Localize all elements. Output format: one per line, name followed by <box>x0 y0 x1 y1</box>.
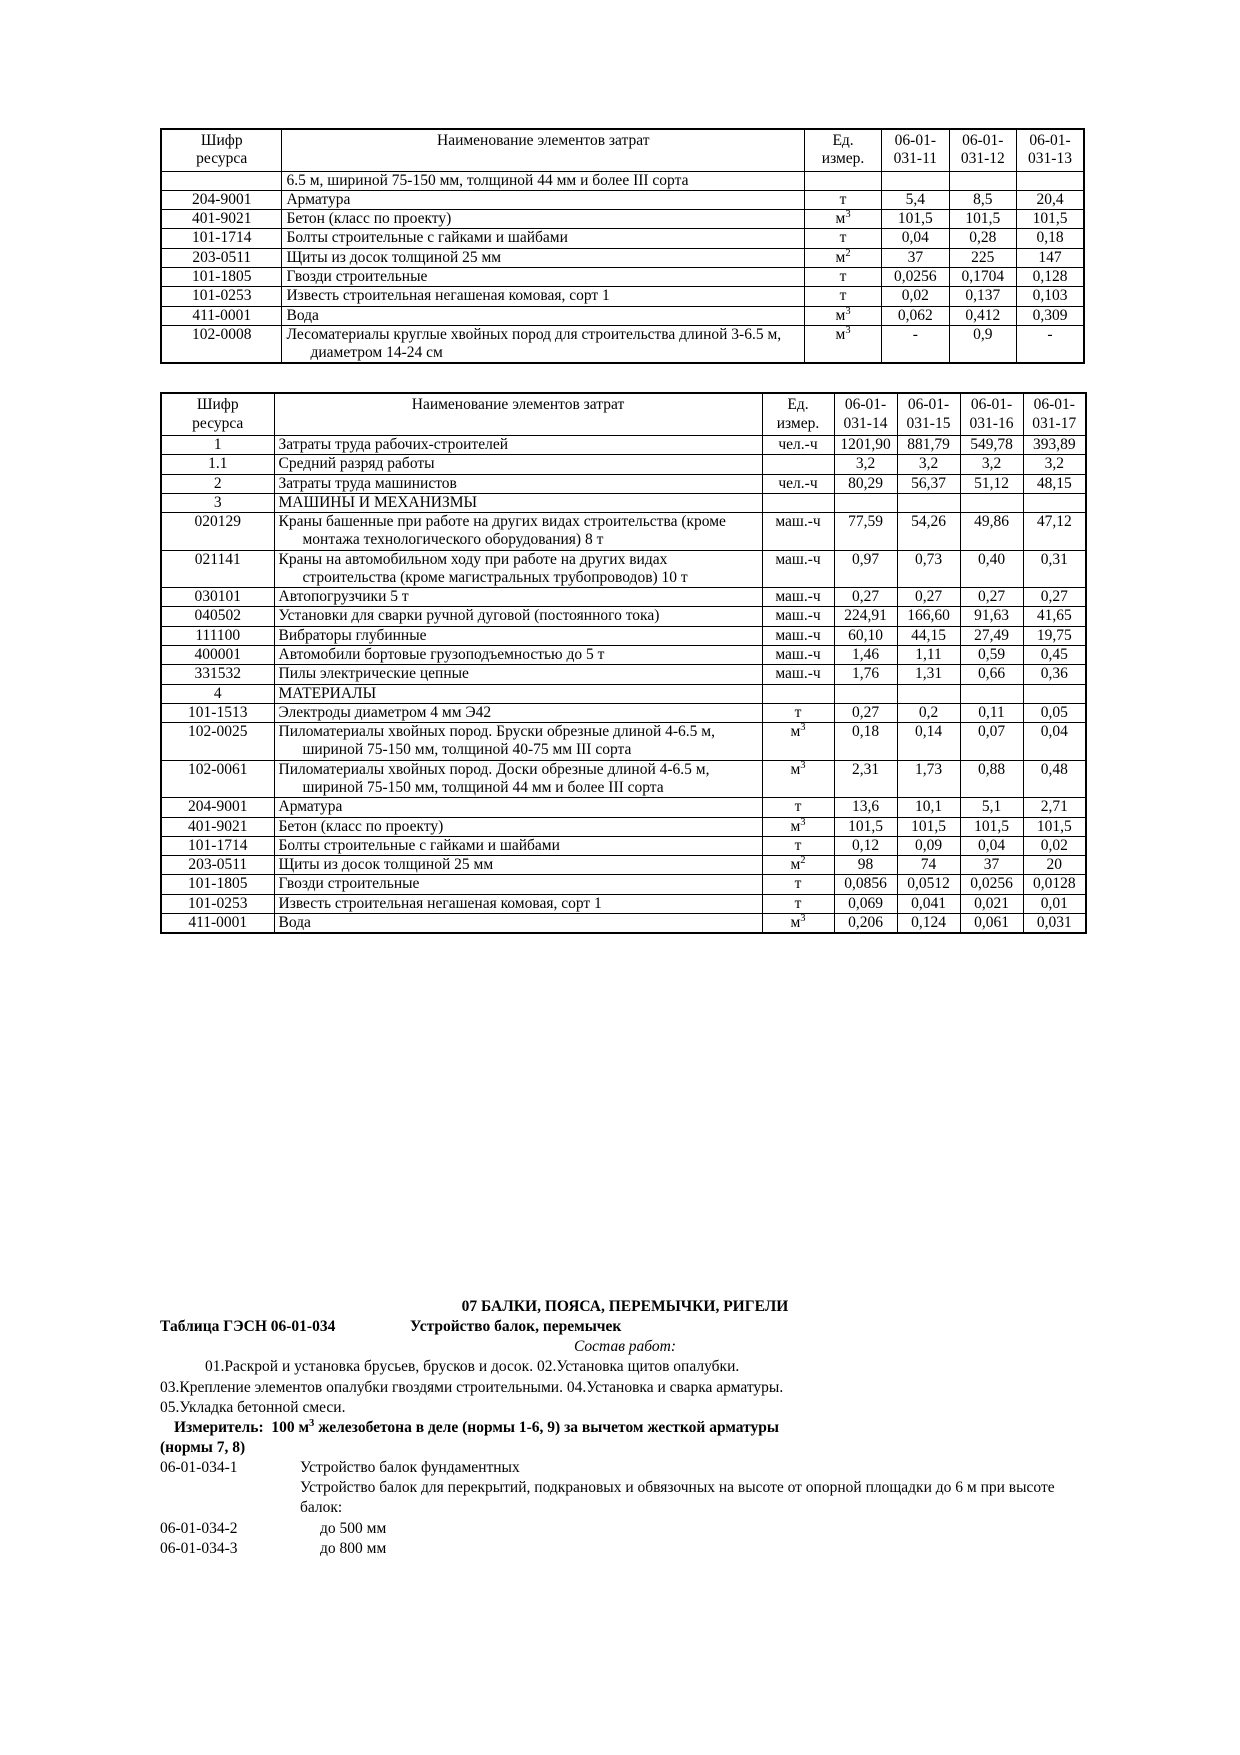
cell-value: 1,31 <box>897 665 960 684</box>
resource-table-1 <box>160 128 1085 364</box>
cell-resource-name: Гвозди строительные <box>282 267 805 286</box>
cell-resource-name: Краны на автомобильном ходу при работе на других видах строительства (кроме магистральных трубопроводов) 10 т <box>274 550 762 588</box>
cell-value <box>882 171 949 190</box>
table-row <box>161 513 1086 551</box>
cell-resource-name: Известь строительная негашеная комовая, сорт 1 <box>282 287 805 306</box>
cell-value: 881,79 <box>897 435 960 454</box>
cell-value: 98 <box>834 856 897 875</box>
resource-table-2 <box>160 392 1087 934</box>
table-label: Таблица ГЭСН 06-01-034 <box>160 1318 336 1336</box>
table-row <box>161 325 1084 363</box>
cell-resource-code: 101-1805 <box>161 267 282 286</box>
th-name-2: Наименование элементов затрат <box>274 393 762 435</box>
cell-value: 549,78 <box>960 435 1023 454</box>
norm-text: Устройство балок для перекрытий, подкрановых и обвязочных на высоте от опорной площадки до 6 м при высоте балок: <box>300 1479 1055 1517</box>
cell-value: 2,71 <box>1023 798 1086 817</box>
th-col-06-01-031-13: 06-01- 031-13 <box>1017 129 1084 171</box>
cell-value: - <box>1017 325 1084 363</box>
cell-value: 37 <box>882 248 949 267</box>
cell-value: 225 <box>949 248 1016 267</box>
table-row <box>161 435 1086 454</box>
cell-resource-name: Бетон (класс по проекту) <box>282 210 805 229</box>
cell-value: - <box>882 325 949 363</box>
cell-resource-name: Вода <box>282 306 805 325</box>
cell-value: 0,48 <box>1023 760 1086 798</box>
norm-row <box>160 1519 1090 1539</box>
table-row <box>161 455 1086 474</box>
cell-resource-name: Вибраторы глубинные <box>274 626 762 645</box>
cell-value: 60,10 <box>834 626 897 645</box>
table-row <box>161 607 1086 626</box>
cell-resource-code: 401-9021 <box>161 210 282 229</box>
cell-unit: т <box>762 703 834 722</box>
cell-unit: $м^3$ <box>805 325 882 363</box>
cell-resource-name: Автопогрузчики 5 т <box>274 588 762 607</box>
cell-value: 0,2 <box>897 703 960 722</box>
cell-value: 0,73 <box>897 550 960 588</box>
norms-list <box>160 1458 1090 1559</box>
cell-unit <box>762 455 834 474</box>
cell-value: 0,137 <box>949 287 1016 306</box>
cell-unit: т <box>762 875 834 894</box>
cell-resource-code: 1 <box>161 435 274 454</box>
cell-value: 0,14 <box>897 723 960 761</box>
cell-resource-name: МАТЕРИАЛЫ <box>274 684 762 703</box>
cell-value <box>949 171 1016 190</box>
cell-value <box>897 684 960 703</box>
table-row <box>161 913 1086 933</box>
cell-resource-code: 2 <box>161 474 274 493</box>
cell-value: 0,97 <box>834 550 897 588</box>
cell-resource-name: Установки для сварки ручной дуговой (постоянного тока) <box>274 607 762 626</box>
table-row <box>161 474 1086 493</box>
cell-value: 0,041 <box>897 894 960 913</box>
cell-value: 3,2 <box>834 455 897 474</box>
table-row <box>161 493 1086 512</box>
cell-resource-name: Затраты труда машинистов <box>274 474 762 493</box>
cell-value <box>834 684 897 703</box>
cell-value: 0,27 <box>834 703 897 722</box>
cell-value: 5,1 <box>960 798 1023 817</box>
cell-resource-code: 411-0001 <box>161 306 282 325</box>
norm-text: до 800 мм <box>320 1539 387 1557</box>
cell-unit: т <box>805 267 882 286</box>
cell-resource-name: 6.5 м, шириной 75-150 мм, толщиной 44 мм и более III сорта <box>282 171 805 190</box>
cell-value: 0,27 <box>897 588 960 607</box>
cell-resource-code: 040502 <box>161 607 274 626</box>
cell-value: 1201,90 <box>834 435 897 454</box>
cell-value <box>960 493 1023 512</box>
cell-value: 48,15 <box>1023 474 1086 493</box>
table-1-body <box>161 171 1084 363</box>
works-line-3: 05.Укладка бетонной смеси. <box>160 1398 346 1416</box>
cell-value: 0,031 <box>1023 913 1086 933</box>
cell-value: 3,2 <box>897 455 960 474</box>
works-line-1: 01.Раскрой и установка брусьев, брусков и досок. 02.Установка щитов опалубки. <box>205 1358 740 1376</box>
cell-value: 0,09 <box>897 836 960 855</box>
cell-unit: т <box>762 798 834 817</box>
cell-value: 44,15 <box>897 626 960 645</box>
cell-value <box>1023 684 1086 703</box>
table-row <box>161 760 1086 798</box>
cell-value: 0,36 <box>1023 665 1086 684</box>
cell-unit: маш.-ч <box>762 607 834 626</box>
table-title: Устройство балок, перемычек <box>410 1318 622 1336</box>
cell-value: 0,02 <box>1023 836 1086 855</box>
cell-value <box>1017 171 1084 190</box>
cell-value: 166,60 <box>897 607 960 626</box>
norm-row <box>160 1478 1090 1518</box>
cell-value: 0,412 <box>949 306 1016 325</box>
cell-resource-code: 102-0008 <box>161 325 282 363</box>
cell-value: 1,73 <box>897 760 960 798</box>
cell-value: 0,18 <box>1017 229 1084 248</box>
table-row <box>161 894 1086 913</box>
cell-value: 77,59 <box>834 513 897 551</box>
table-row <box>161 646 1086 665</box>
cell-value: 0,18 <box>834 723 897 761</box>
cell-resource-code: 101-0253 <box>161 894 274 913</box>
table-row <box>161 306 1084 325</box>
meter-value-a: 100 м <box>271 1418 310 1436</box>
meter-value-b: железобетона в деле (нормы 1-6, 9) за вычетом жесткой арматуры <box>314 1418 780 1436</box>
cell-unit <box>762 684 834 703</box>
norm-code: 06-01-034-1 <box>160 1459 238 1477</box>
cell-unit: чел.-ч <box>762 474 834 493</box>
cell-value: 0,062 <box>882 306 949 325</box>
cell-value: 0,309 <box>1017 306 1084 325</box>
cell-unit <box>805 171 882 190</box>
table-row <box>161 229 1084 248</box>
cell-resource-code: 101-1714 <box>161 229 282 248</box>
table-row <box>161 626 1086 645</box>
cell-resource-name: Краны башенные при работе на других видах строительства (кроме монтажа технологического оборудования) 8 т <box>274 513 762 551</box>
cell-unit: маш.-ч <box>762 646 834 665</box>
cell-resource-code: 111100 <box>161 626 274 645</box>
cell-value <box>897 493 960 512</box>
cell-value: 49,86 <box>960 513 1023 551</box>
cell-unit: маш.-ч <box>762 626 834 645</box>
cell-resource-code: 204-9001 <box>161 190 282 209</box>
cell-unit: $м^3$ <box>762 817 834 836</box>
cell-value: 101,5 <box>1023 817 1086 836</box>
cell-value: 0,0128 <box>1023 875 1086 894</box>
cell-value: 0,12 <box>834 836 897 855</box>
meter-line-2: (нормы 7, 8) <box>160 1438 246 1456</box>
cell-value: 0,27 <box>834 588 897 607</box>
cell-value: 0,31 <box>1023 550 1086 588</box>
cell-unit: $м^3$ <box>762 913 834 933</box>
cell-resource-code: 021141 <box>161 550 274 588</box>
cell-unit: $м^3$ <box>762 723 834 761</box>
table-row <box>161 210 1084 229</box>
table-2-header <box>161 393 1086 435</box>
cell-resource-name: Лесоматериалы круглые хвойных пород для строительства длиной 3-6.5 м, диаметром 14-24 см <box>282 325 805 363</box>
cell-value: 101,5 <box>834 817 897 836</box>
table-row <box>161 267 1084 286</box>
table-row <box>161 856 1086 875</box>
table-row <box>161 190 1084 209</box>
cell-value: 101,5 <box>897 817 960 836</box>
cell-resource-code <box>161 171 282 190</box>
cell-unit: т <box>762 836 834 855</box>
cell-value: 0,02 <box>882 287 949 306</box>
cell-value: 74 <box>897 856 960 875</box>
cell-resource-name: Болты строительные с гайками и шайбами <box>282 229 805 248</box>
cell-resource-name: Электроды диаметром 4 мм Э42 <box>274 703 762 722</box>
cell-value: 0,27 <box>1023 588 1086 607</box>
cell-unit: $м^2$ <box>805 248 882 267</box>
cell-resource-code: 101-1513 <box>161 703 274 722</box>
cell-value: 101,5 <box>960 817 1023 836</box>
table-gap <box>160 364 1085 392</box>
cell-unit: т <box>762 894 834 913</box>
cell-unit: $м^2$ <box>762 856 834 875</box>
cell-unit: маш.-ч <box>762 665 834 684</box>
cell-value: 37 <box>960 856 1023 875</box>
th-col-06-01-031-16: 06-01- 031-16 <box>960 393 1023 435</box>
cell-value: 224,91 <box>834 607 897 626</box>
cell-resource-name: Затраты труда рабочих-строителей <box>274 435 762 454</box>
cell-resource-name: Пиломатериалы хвойных пород. Бруски обрезные длиной 4-6.5 м, шириной 75-150 мм, толщиной 40-75 мм III сорта <box>274 723 762 761</box>
cell-resource-name: МАШИНЫ И МЕХАНИЗМЫ <box>274 493 762 512</box>
table-1-header-row <box>161 129 1084 171</box>
cell-value: 0,40 <box>960 550 1023 588</box>
norm-row <box>160 1458 1090 1478</box>
norm-code <box>160 1478 300 1518</box>
cell-value: 0,45 <box>1023 646 1086 665</box>
cell-value: 0,0256 <box>960 875 1023 894</box>
cell-resource-name: Вода <box>274 913 762 933</box>
cell-value: 2,31 <box>834 760 897 798</box>
cell-value: 0,28 <box>949 229 1016 248</box>
cell-value: 3,2 <box>960 455 1023 474</box>
cell-resource-name: Арматура <box>282 190 805 209</box>
th-unit-1: Ед. измер. <box>805 129 882 171</box>
cell-value <box>960 684 1023 703</box>
cell-resource-name: Пиломатериалы хвойных пород. Доски обрезные длиной 4-6.5 м, шириной 75-150 мм, толщиной 44 мм и более III сорта <box>274 760 762 798</box>
cell-resource-code: 203-0511 <box>161 856 274 875</box>
cell-value: 27,49 <box>960 626 1023 645</box>
cell-resource-name: Бетон (класс по проекту) <box>274 817 762 836</box>
section-title: 07 БАЛКИ, ПОЯСА, ПЕРЕМЫЧКИ, РИГЕЛИ <box>461 1298 789 1315</box>
cell-value: 0,103 <box>1017 287 1084 306</box>
cell-unit: маш.-ч <box>762 588 834 607</box>
cell-resource-name: Известь строительная негашеная комовая, сорт 1 <box>274 894 762 913</box>
cell-resource-code: 331532 <box>161 665 274 684</box>
cell-unit: маш.-ч <box>762 513 834 551</box>
meter-superscript: 3 <box>309 1417 315 1429</box>
cell-unit: т <box>805 287 882 306</box>
cell-value: 0,061 <box>960 913 1023 933</box>
cell-value: 91,63 <box>960 607 1023 626</box>
cell-value: 41,65 <box>1023 607 1086 626</box>
cell-resource-code: 203-0511 <box>161 248 282 267</box>
th-col-06-01-031-14: 06-01- 031-14 <box>834 393 897 435</box>
footer-text-block <box>160 1297 1090 1559</box>
cell-value: 0,04 <box>960 836 1023 855</box>
norm-text: до 500 мм <box>320 1519 387 1537</box>
cell-value: 393,89 <box>1023 435 1086 454</box>
cell-value: 101,5 <box>1017 210 1084 229</box>
th-col-06-01-031-12: 06-01- 031-12 <box>949 129 1016 171</box>
cell-value: 0,0856 <box>834 875 897 894</box>
cell-value: 0,59 <box>960 646 1023 665</box>
cell-resource-code: 102-0061 <box>161 760 274 798</box>
cell-resource-code: 411-0001 <box>161 913 274 933</box>
cell-resource-name: Арматура <box>274 798 762 817</box>
cell-value: 10,1 <box>897 798 960 817</box>
cell-value: 56,37 <box>897 474 960 493</box>
cell-value: 8,5 <box>949 190 1016 209</box>
cell-value: 1,11 <box>897 646 960 665</box>
cell-value: 0,07 <box>960 723 1023 761</box>
cell-value: 0,069 <box>834 894 897 913</box>
cell-value: 5,4 <box>882 190 949 209</box>
cell-value: 101,5 <box>882 210 949 229</box>
table-row <box>161 588 1086 607</box>
table-row <box>161 287 1084 306</box>
cell-value: 20,4 <box>1017 190 1084 209</box>
norm-code: 06-01-034-2 <box>160 1519 238 1537</box>
cell-resource-name: Гвозди строительные <box>274 875 762 894</box>
cell-value: 1,46 <box>834 646 897 665</box>
th-col-06-01-031-15: 06-01- 031-15 <box>897 393 960 435</box>
table-row <box>161 665 1086 684</box>
th-unit-2: Ед. измер. <box>762 393 834 435</box>
cell-resource-code: 1.1 <box>161 455 274 474</box>
cell-value: 0,9 <box>949 325 1016 363</box>
cell-unit: т <box>805 190 882 209</box>
cell-resource-code: 3 <box>161 493 274 512</box>
table-2-body <box>161 435 1086 933</box>
table-1-header <box>161 129 1084 171</box>
meter-line <box>160 1418 1090 1438</box>
th-code-1: Шифр ресурса <box>161 129 282 171</box>
cell-value: 47,12 <box>1023 513 1086 551</box>
th-col-06-01-031-11: 06-01- 031-11 <box>882 129 949 171</box>
cell-resource-code: 101-0253 <box>161 287 282 306</box>
table-row <box>161 703 1086 722</box>
cell-value: 13,6 <box>834 798 897 817</box>
norm-code: 06-01-034-3 <box>160 1539 238 1557</box>
cell-resource-name: Щиты из досок толщиной 25 мм <box>282 248 805 267</box>
table-row <box>161 817 1086 836</box>
cell-unit: $м^3$ <box>762 760 834 798</box>
table-row <box>161 550 1086 588</box>
table-caption-row <box>160 1317 1090 1337</box>
table-row <box>161 836 1086 855</box>
cell-value: 0,021 <box>960 894 1023 913</box>
cell-value: 0,124 <box>897 913 960 933</box>
table-row <box>161 798 1086 817</box>
th-col-06-01-031-17: 06-01- 031-17 <box>1023 393 1086 435</box>
cell-resource-name: Болты строительные с гайками и шайбами <box>274 836 762 855</box>
cell-unit <box>762 493 834 512</box>
works-heading: Состав работ: <box>573 1338 676 1356</box>
cell-resource-code: 101-1805 <box>161 875 274 894</box>
cell-value: 101,5 <box>949 210 1016 229</box>
cell-resource-name: Щиты из досок толщиной 25 мм <box>274 856 762 875</box>
cell-value: 54,26 <box>897 513 960 551</box>
cell-resource-code: 020129 <box>161 513 274 551</box>
cell-value: 0,88 <box>960 760 1023 798</box>
cell-value: 0,206 <box>834 913 897 933</box>
cell-resource-code: 401-9021 <box>161 817 274 836</box>
cell-resource-code: 101-1714 <box>161 836 274 855</box>
cell-resource-code: 102-0025 <box>161 723 274 761</box>
cell-resource-name: Средний разряд работы <box>274 455 762 474</box>
norm-text: Устройство балок фундаментных <box>300 1459 520 1477</box>
norm-row <box>160 1539 1090 1559</box>
cell-unit: т <box>805 229 882 248</box>
cell-value <box>1023 493 1086 512</box>
cell-unit: $м^3$ <box>805 210 882 229</box>
cell-resource-name: Автомобили бортовые грузоподъемностью до 5 т <box>274 646 762 665</box>
table-row <box>161 248 1084 267</box>
cell-value: 0,04 <box>882 229 949 248</box>
cell-unit: $м^3$ <box>805 306 882 325</box>
cell-value: 0,0512 <box>897 875 960 894</box>
cell-value: 20 <box>1023 856 1086 875</box>
cell-value: 0,0256 <box>882 267 949 286</box>
cell-unit: маш.-ч <box>762 550 834 588</box>
table-2-header-row <box>161 393 1086 435</box>
cell-value: 0,66 <box>960 665 1023 684</box>
cell-value: 0,05 <box>1023 703 1086 722</box>
cell-value: 3,2 <box>1023 455 1086 474</box>
cell-unit: чел.-ч <box>762 435 834 454</box>
cell-value: 0,11 <box>960 703 1023 722</box>
cell-value: 19,75 <box>1023 626 1086 645</box>
works-line-2: 03.Крепление элементов опалубки гвоздями строительными. 04.Установка и сварка арматуры. <box>160 1378 784 1396</box>
cell-value: 1,76 <box>834 665 897 684</box>
table-row <box>161 723 1086 761</box>
cell-value: 0,01 <box>1023 894 1086 913</box>
cell-value: 0,27 <box>960 588 1023 607</box>
table-row <box>161 875 1086 894</box>
th-name-1: Наименование элементов затрат <box>282 129 805 171</box>
cell-resource-code: 4 <box>161 684 274 703</box>
cell-value: 80,29 <box>834 474 897 493</box>
th-code-2: Шифр ресурса <box>161 393 274 435</box>
cell-value: 0,128 <box>1017 267 1084 286</box>
cell-value: 147 <box>1017 248 1084 267</box>
cell-value: 0,1704 <box>949 267 1016 286</box>
tables-area <box>160 128 1085 934</box>
cell-resource-code: 204-9001 <box>161 798 274 817</box>
cell-resource-code: 400001 <box>161 646 274 665</box>
cell-resource-name: Пилы электрические цепные <box>274 665 762 684</box>
table-row <box>161 171 1084 190</box>
cell-value: 51,12 <box>960 474 1023 493</box>
meter-label: Измеритель: <box>174 1418 264 1436</box>
cell-resource-code: 030101 <box>161 588 274 607</box>
cell-value: 0,04 <box>1023 723 1086 761</box>
cell-value <box>834 493 897 512</box>
table-row <box>161 684 1086 703</box>
